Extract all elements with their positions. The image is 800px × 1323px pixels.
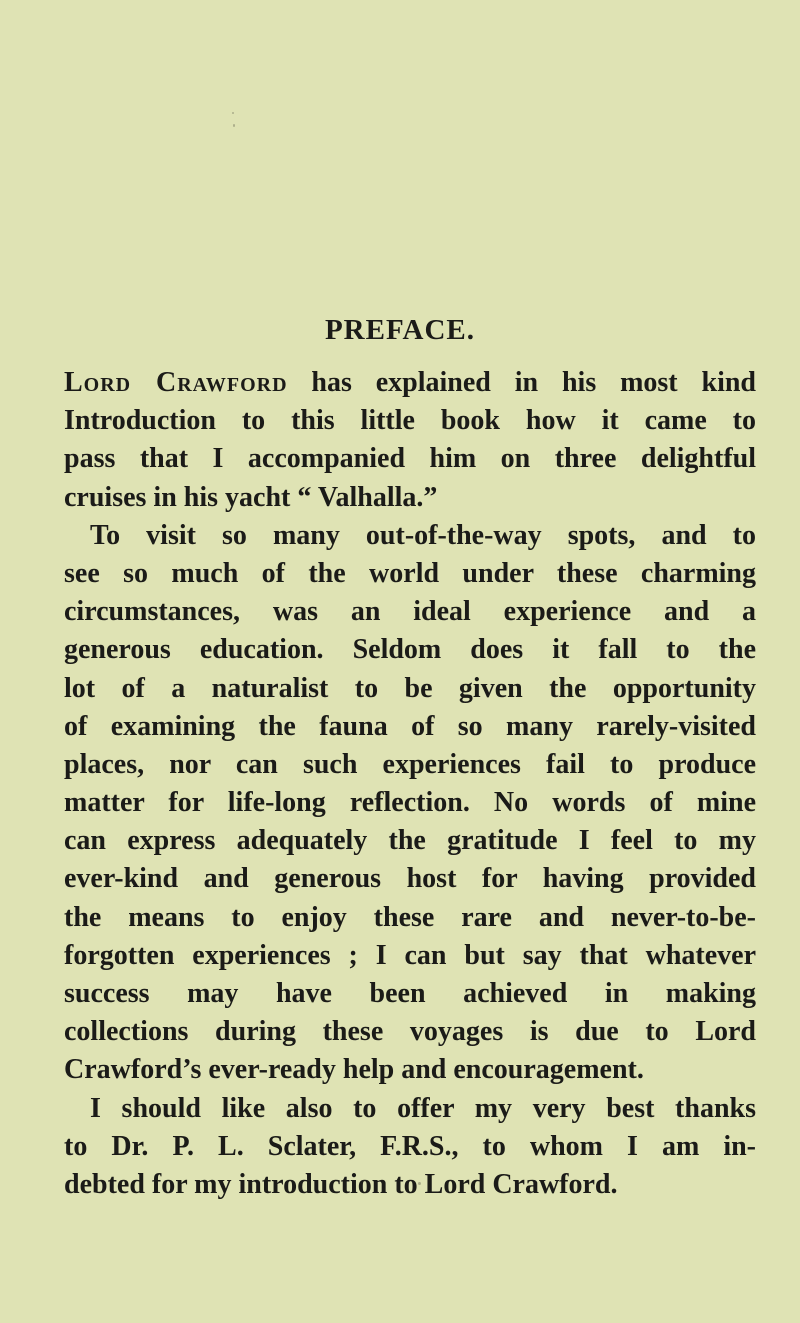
text-line: To visit so many out-of-the-way spots, and to xyxy=(90,519,756,551)
text-line: lot of a naturalist to be given the opportunity xyxy=(64,672,756,704)
text-line: matter for life-long reflection. No words of mine xyxy=(64,787,756,819)
text-line xyxy=(64,364,756,402)
paper-speck xyxy=(232,112,234,114)
text-line: see so much of the world under these charming xyxy=(64,557,756,589)
text-line: generous education. Seldom does it fall to the xyxy=(64,634,756,666)
text-line: forgotten experiences ; I can but say that whatever xyxy=(64,939,756,971)
text-line: Crawford’s ever-ready help and encouragement. xyxy=(64,1054,644,1086)
text-line: to Dr. P. L. Sclater, F.R.S., to whom I am in- xyxy=(64,1130,756,1162)
text-line: I should like also to offer my very best thanks xyxy=(90,1092,756,1124)
text-line: ever-kind and generous host for having provided xyxy=(64,863,756,895)
text-line: collections during these voyages is due to Lord xyxy=(64,1016,756,1048)
text-line: pass that I accompanied him on three delightful xyxy=(64,443,756,475)
text-line: success may have been achieved in making xyxy=(64,978,756,1009)
preface-body xyxy=(64,364,756,1204)
text-line: can express adequately the gratitude I feel to my xyxy=(64,825,756,857)
text-line: places, nor can such experiences fail to produce xyxy=(64,748,756,780)
text-line: of examining the fauna of so many rarely-visited xyxy=(64,710,756,742)
paper-speck xyxy=(233,124,235,127)
text-line: cruises in his yacht “ Valhalla.” xyxy=(64,481,438,513)
text-line: Introduction to this little book how it came to xyxy=(64,405,756,437)
text-line: debted for my introduction to Lord Crawford. xyxy=(64,1168,618,1200)
page-title: PREFACE. xyxy=(324,314,476,346)
text-line-rest: has explained in his most kind xyxy=(287,367,756,398)
text-line: circumstances, was an ideal experience and a xyxy=(64,596,756,628)
text-line: the means to enjoy these rare and never-to-be- xyxy=(64,901,756,933)
author-name-smallcaps: Lord Crawford xyxy=(64,367,288,398)
